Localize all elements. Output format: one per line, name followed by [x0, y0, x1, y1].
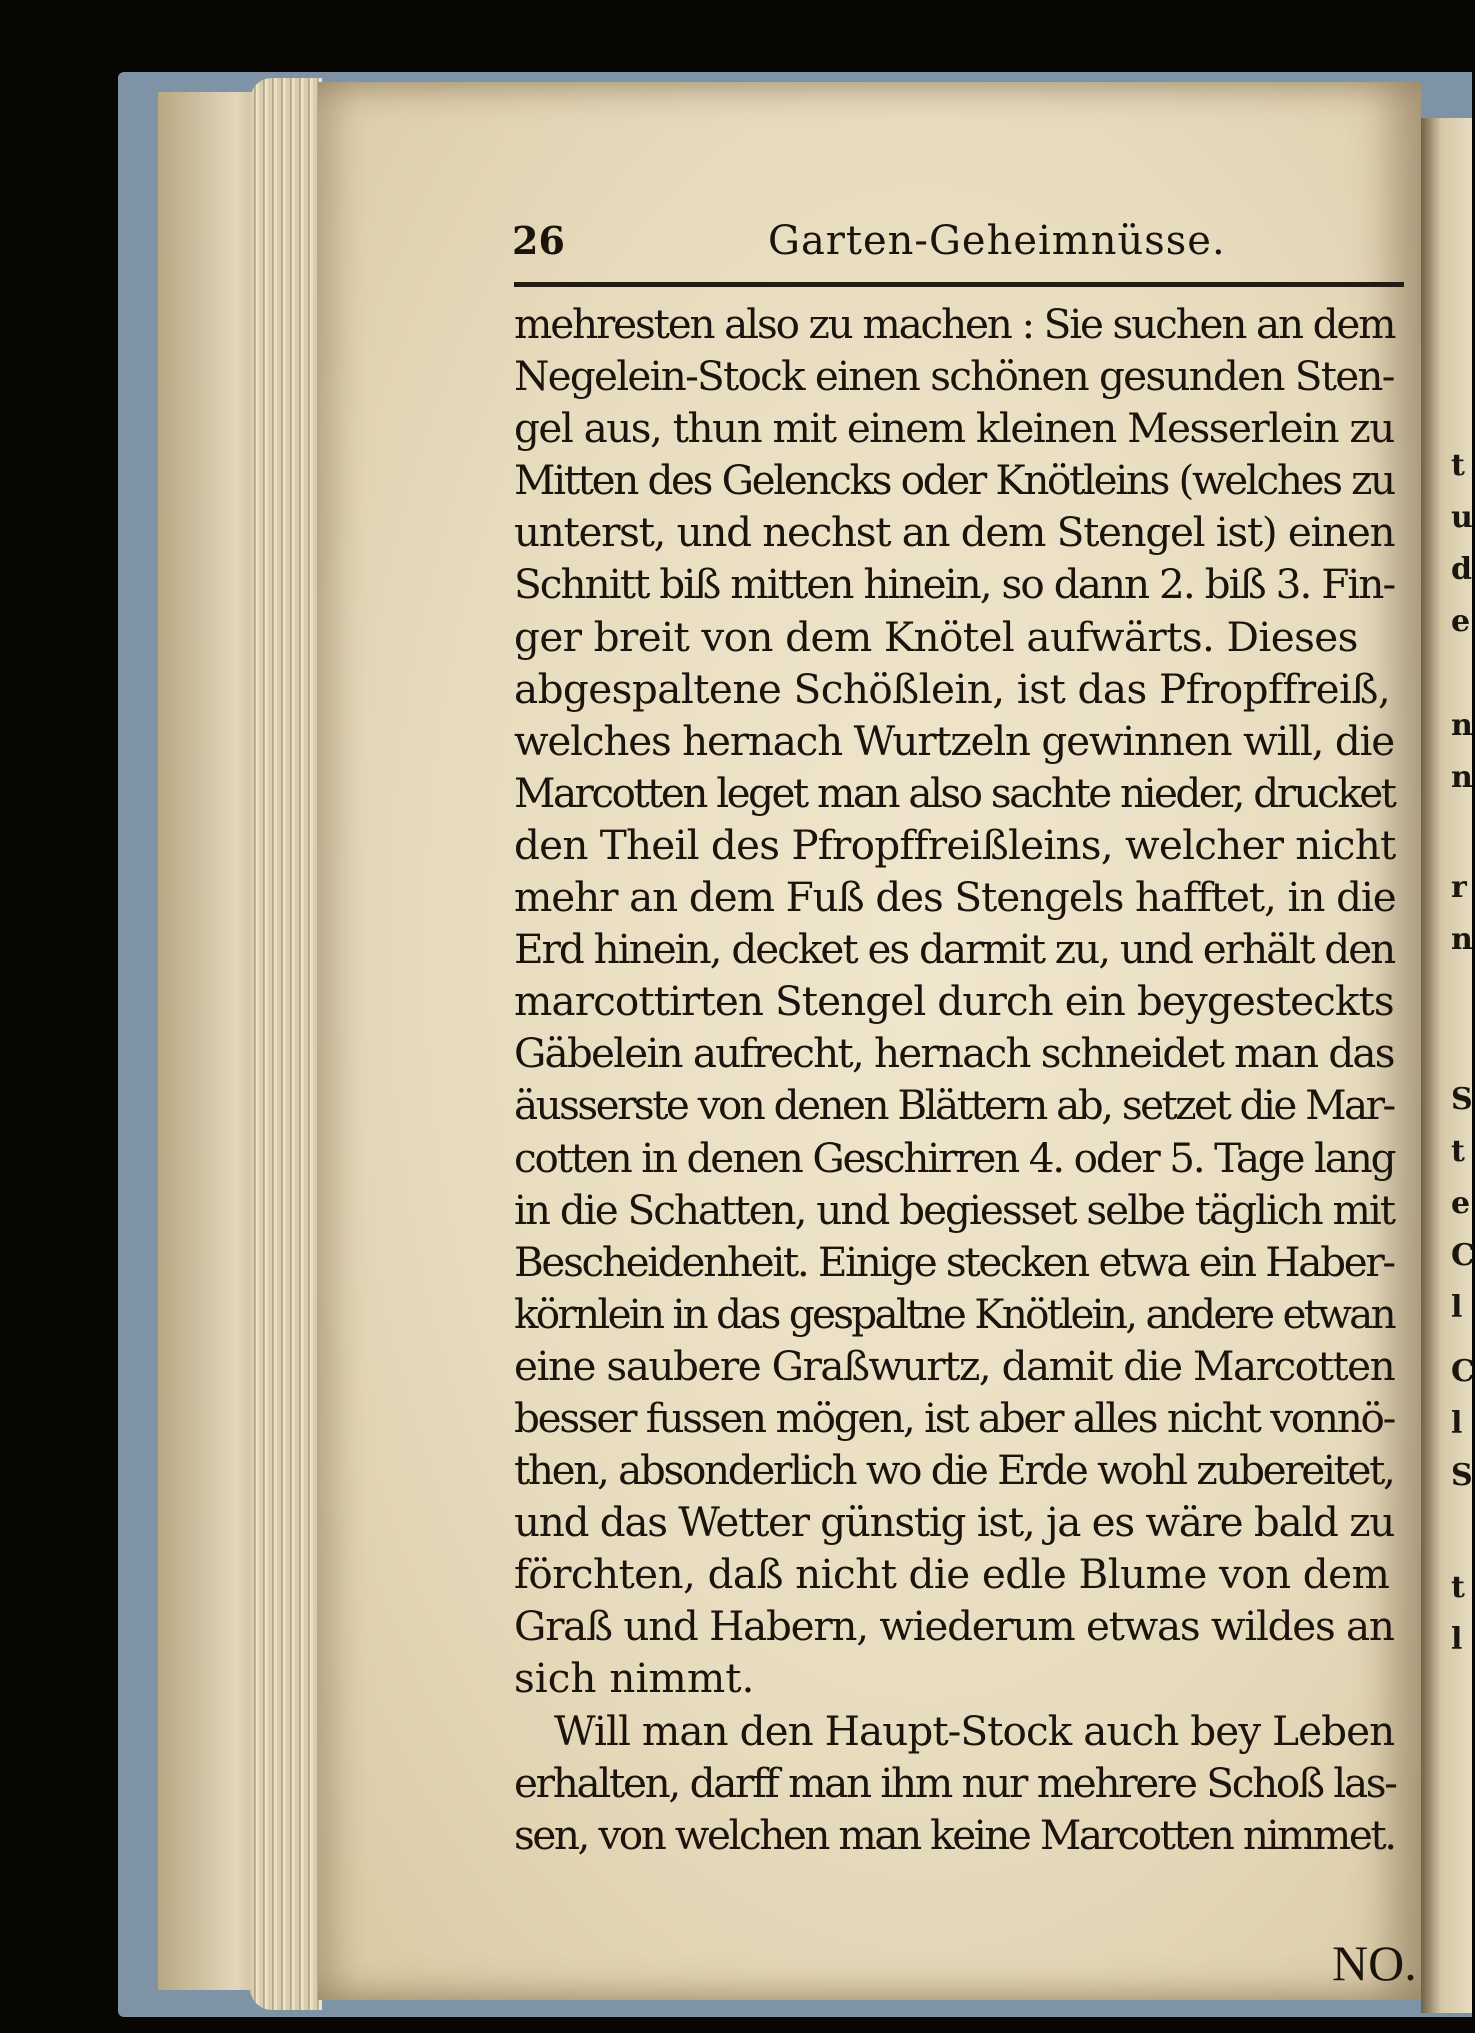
facing-page-fragment: n	[1451, 922, 1473, 957]
facing-page-fragment: n	[1451, 760, 1473, 795]
text-line: cotten in denen Geschirren 4. oder 5. Tage lang	[514, 1133, 1395, 1182]
facing-page-edge	[1421, 118, 1475, 2013]
page-header	[512, 218, 1392, 278]
text-line: unterst, und nechst an dem Stengel ist) einen	[514, 508, 1395, 557]
facing-page-fragment: e	[1451, 1186, 1471, 1221]
facing-page-fragment: S	[1451, 1082, 1473, 1117]
text-line: Graß und Habern, wiederum etwas wildes an	[514, 1602, 1394, 1651]
facing-page-fragment: e	[1451, 604, 1471, 639]
running-title: Garten-Geheimnüsse.	[768, 218, 1226, 264]
text-line-paragraph-start: Will man den Haupt-Stock auch bey Leben	[554, 1706, 1395, 1755]
text-line: erhalten, darff man ihm nur mehrere Schoß las-	[514, 1758, 1396, 1807]
left-page-strip	[158, 92, 256, 1990]
facing-page-fragment: l	[1451, 1406, 1463, 1441]
facing-page-fragment: C	[1451, 1354, 1475, 1389]
text-line: gel aus, thun mit einem kleinen Messerlein zu	[514, 404, 1394, 453]
facing-page-fragment: C	[1451, 1238, 1475, 1273]
facing-page-fragment: t	[1451, 448, 1465, 483]
text-line: körnlein in das gespaltne Knötlein, andere etwan	[514, 1289, 1394, 1338]
facing-page-fragment: t	[1451, 1134, 1465, 1169]
text-line: mehr an dem Fuß des Stengels hafftet, in die	[514, 873, 1396, 922]
text-line: Negelein-Stock einen schönen gesunden Sten-	[514, 352, 1394, 401]
catchword: NO.	[1332, 1935, 1417, 1991]
text-line: eine saubere Graßwurtz, damit die Marcotten	[514, 1341, 1395, 1390]
facing-page-fragment: t	[1451, 1570, 1465, 1605]
text-line: mehresten also zu machen : Sie suchen an dem	[514, 300, 1395, 348]
text-line: ger breit von dem Knötel aufwärts. Dieses	[514, 612, 1358, 661]
text-line: sich nimmt.	[514, 1654, 755, 1703]
facing-page-fragment: l	[1451, 1622, 1463, 1657]
text-line: Marcotten leget man also sachte nieder, drucket	[514, 768, 1395, 817]
text-line: in die Schatten, und begiesset selbe täglich mit	[514, 1185, 1395, 1234]
facing-page-fragment: S	[1451, 1458, 1473, 1493]
text-line: Mitten des Gelencks oder Knötleins (welches zu	[514, 456, 1394, 505]
facing-page-fragment: u	[1451, 500, 1473, 535]
page-number: 26	[512, 218, 565, 263]
text-line: abgespaltene Schößlein, ist das Pfropffreiß,	[514, 664, 1391, 713]
page-edges	[250, 78, 322, 2010]
text-line: förchten, daß nicht die edle Blume von dem	[514, 1550, 1390, 1599]
header-rule	[514, 282, 1404, 287]
facing-page-fragment: l	[1451, 1290, 1463, 1325]
text-line: und das Wetter günstig ist, ja es wäre bald zu	[514, 1498, 1395, 1547]
text-line: Erd hinein, decket es darmit zu, und erhält den	[514, 925, 1395, 974]
text-line: welches hernach Wurtzeln gewinnen will, die	[514, 716, 1395, 765]
text-line: then, absonderlich wo die Erde wohl zubereitet,	[514, 1446, 1394, 1495]
text-line: besser fussen mögen, ist aber alles nicht vonnö-	[514, 1393, 1395, 1442]
facing-page-fragment: n	[1451, 708, 1473, 743]
text-line: den Theil des Pfropffreißleins, welcher nicht	[514, 820, 1396, 869]
facing-page-fragment: r	[1451, 870, 1467, 905]
text-line: sen, von welchen man keine Marcotten nimmet.	[514, 1810, 1395, 1859]
text-line: Bescheidenheit. Einige stecken etwa ein Haber-	[514, 1237, 1394, 1286]
text-line: Gäbelein aufrecht, hernach schneidet man das	[514, 1029, 1394, 1078]
text-line: äusserste von denen Blättern ab, setzet die Mar-	[514, 1081, 1394, 1130]
body-text	[514, 298, 1419, 1861]
text-line: Schnitt biß mitten hinein, so dann 2. biß 3. Fin-	[514, 560, 1395, 609]
text-line: marcottirten Stengel durch ein beygesteckts	[514, 977, 1394, 1026]
facing-page-fragment: d	[1451, 552, 1472, 587]
